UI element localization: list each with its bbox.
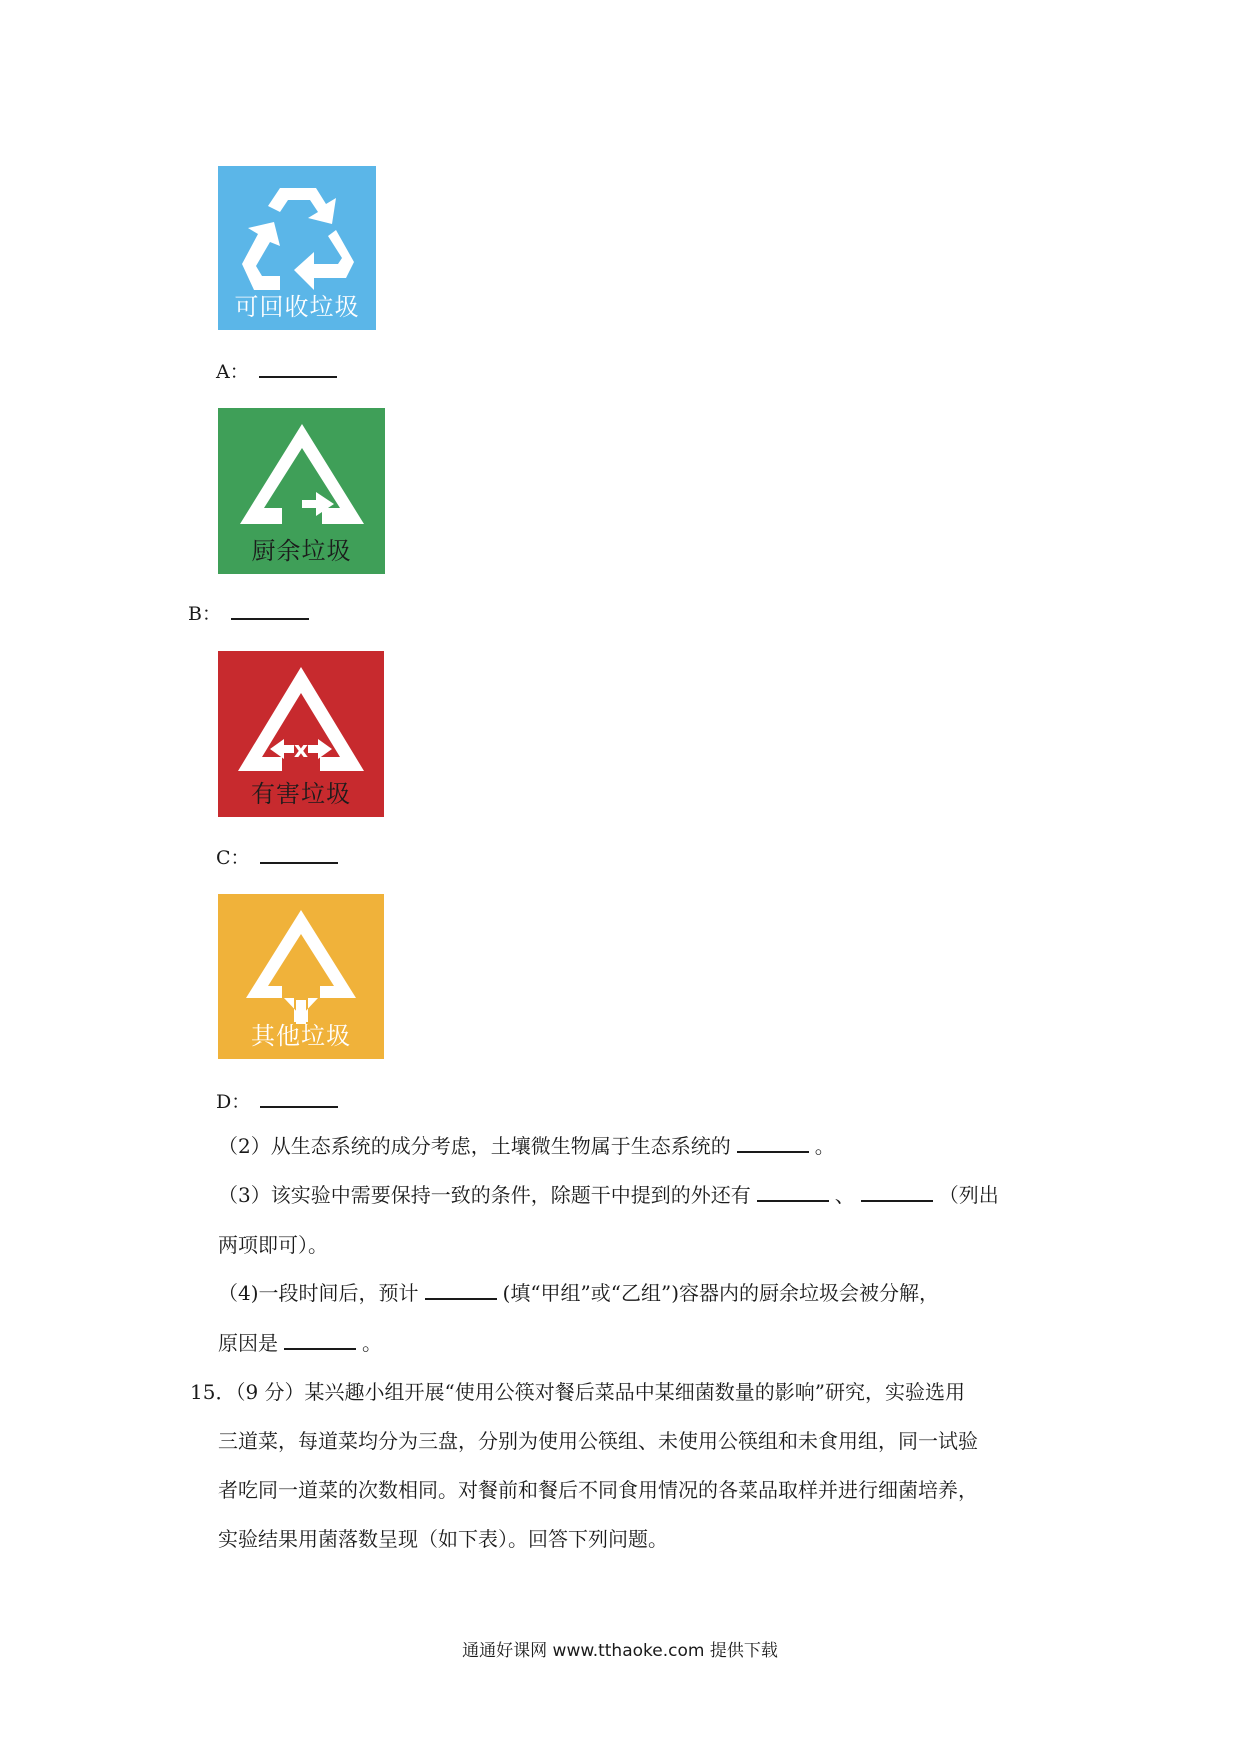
question-3-line2: 两项即可）。: [218, 1233, 328, 1257]
question-4-line2: [218, 1329, 382, 1357]
question-3-blank-1[interactable]: [757, 1184, 829, 1202]
answer-a: [216, 358, 337, 384]
question-2-text: （2）从生态系统的成分考虑，土壤微生物属于生态系统的: [218, 1134, 731, 1158]
sign-label: 其他垃圾: [251, 1022, 351, 1050]
question-3: [218, 1181, 999, 1209]
svg-text:x: x: [293, 738, 309, 763]
answer-b-blank[interactable]: [231, 600, 309, 620]
question-3-text: （3）该实验中需要保持一致的条件，除题干中提到的外还有: [218, 1183, 751, 1207]
answer-d: [216, 1088, 338, 1114]
question-2-end: 。: [814, 1134, 835, 1158]
answer-b-label: B：: [188, 603, 221, 625]
question-2: [218, 1132, 835, 1160]
hazardous-sign: [218, 651, 384, 817]
answer-d-blank[interactable]: [260, 1088, 338, 1108]
question-4-blank-1[interactable]: [425, 1282, 497, 1300]
question-15-line3: 者吃同一道菜的次数相同。对餐前和餐后不同食用情况的各菜品取样并进行细菌培养，: [218, 1478, 978, 1502]
answer-c-blank[interactable]: [260, 844, 338, 864]
question-4-reason-label: 原因是: [218, 1331, 278, 1355]
page-footer: 通通好课网 www.tthaoke.com 提供下载: [462, 1641, 778, 1661]
other-waste-sign: [218, 894, 384, 1059]
answer-d-label: D：: [216, 1091, 251, 1113]
question-2-blank[interactable]: [737, 1135, 809, 1153]
question-3-end: （列出: [938, 1183, 999, 1207]
question-4: [218, 1279, 939, 1307]
sign-label: 有害垃圾: [251, 780, 351, 808]
answer-a-blank[interactable]: [259, 358, 337, 378]
question-3-blank-2[interactable]: [861, 1184, 933, 1202]
sign-label: 可回收垃圾: [234, 293, 360, 321]
question-4-text: （4)一段时间后，预计: [218, 1281, 419, 1305]
question-4-blank-2[interactable]: [284, 1332, 356, 1350]
question-4-mid: (填“甲组”或“乙组”)容器内的厨余垃圾会被分解，: [502, 1281, 940, 1305]
food-waste-sign: [218, 408, 385, 574]
recyclable-sign: [218, 166, 376, 330]
question-15-line1: 15．（9 分）某兴趣小组开展“使用公筷对餐后菜品中某细菌数量的影响”研究，实验选用: [190, 1380, 965, 1404]
question-4-end: 。: [362, 1331, 382, 1355]
question-3-sep: 、: [834, 1183, 855, 1207]
question-15-line4: 实验结果用菌落数呈现（如下表）。回答下列问题。: [218, 1527, 668, 1551]
answer-c-label: C：: [216, 847, 250, 869]
answer-b: [188, 600, 309, 626]
question-15-line2: 三道菜，每道菜均分为三盘，分别为使用公筷组、未使用公筷组和未食用组，同一试验: [218, 1429, 978, 1453]
answer-c: [216, 844, 338, 870]
sign-label: 厨余垃圾: [251, 537, 352, 565]
answer-a-label: A：: [216, 361, 249, 383]
